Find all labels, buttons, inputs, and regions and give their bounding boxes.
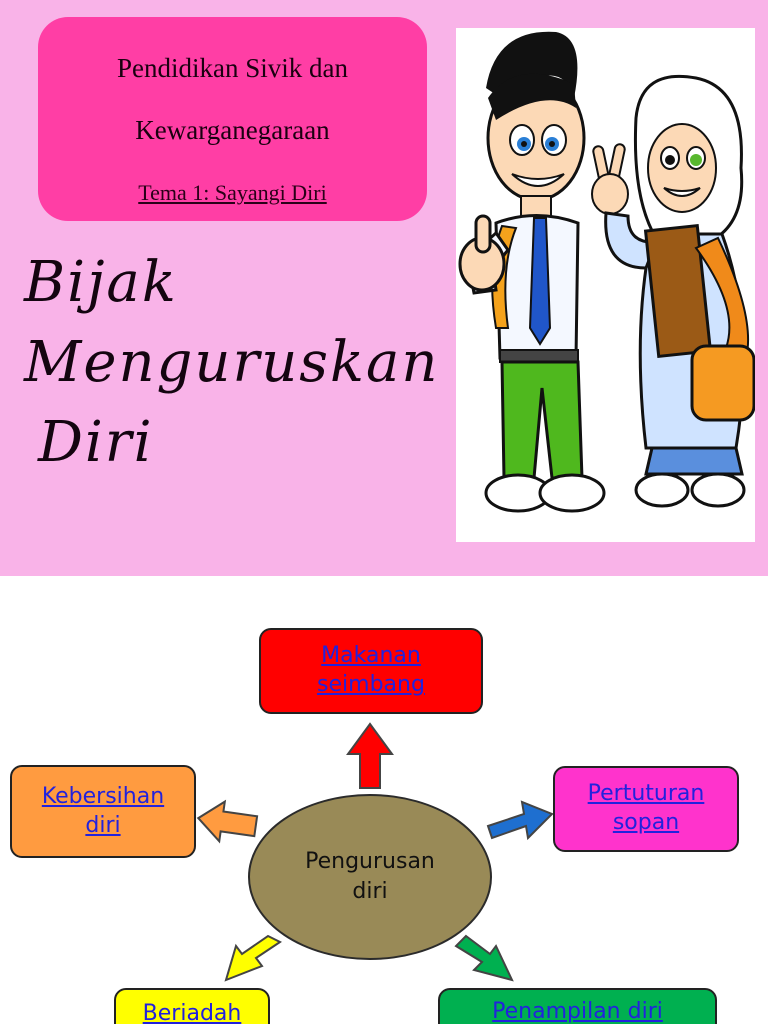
arrow-right-blue — [488, 802, 552, 838]
node-penampilan-diri[interactable] — [438, 988, 717, 1024]
subject-title-line1: Pendidikan Sivik dan — [117, 53, 348, 83]
node-beriadah[interactable] — [114, 988, 270, 1024]
link-beriadah[interactable]: Beriadah — [142, 1001, 242, 1024]
link-kebersihan-diri[interactable]: Kebersihan diri — [41, 783, 165, 838]
center-node-pengurusan-diri: Pengurusan diri — [248, 794, 492, 960]
arrow-up-red — [348, 724, 392, 788]
node-kebersihan-diri[interactable] — [10, 765, 196, 858]
main-title-line2: Menguruskan — [24, 330, 440, 395]
students-cartoon-image — [456, 28, 755, 542]
theme-subtitle: Tema 1: Sayangi Diri — [138, 180, 327, 205]
main-title-line3: Diri — [38, 410, 154, 475]
link-penampilan-diri[interactable]: Penampilan diri — [492, 999, 663, 1024]
link-pertuturan-sopan[interactable]: Pertuturan sopan — [587, 781, 705, 835]
boy-figure — [460, 32, 604, 511]
arrow-left-orange — [195, 798, 258, 846]
subject-card — [38, 17, 427, 221]
students-illustration — [456, 28, 755, 542]
arrow-down-left-yellow — [226, 936, 280, 980]
subject-title-line2: Kewarganegaraan — [135, 115, 330, 145]
link-makanan-seimbang[interactable]: Makanan seimbang — [317, 643, 425, 697]
node-makanan-seimbang[interactable] — [259, 628, 483, 714]
girl-figure — [592, 76, 754, 506]
mind-map-slide — [0, 576, 768, 1024]
arrow-down-right-green — [456, 936, 512, 980]
node-pertuturan-sopan[interactable] — [553, 766, 739, 852]
main-title-line1: Bijak — [24, 250, 178, 315]
